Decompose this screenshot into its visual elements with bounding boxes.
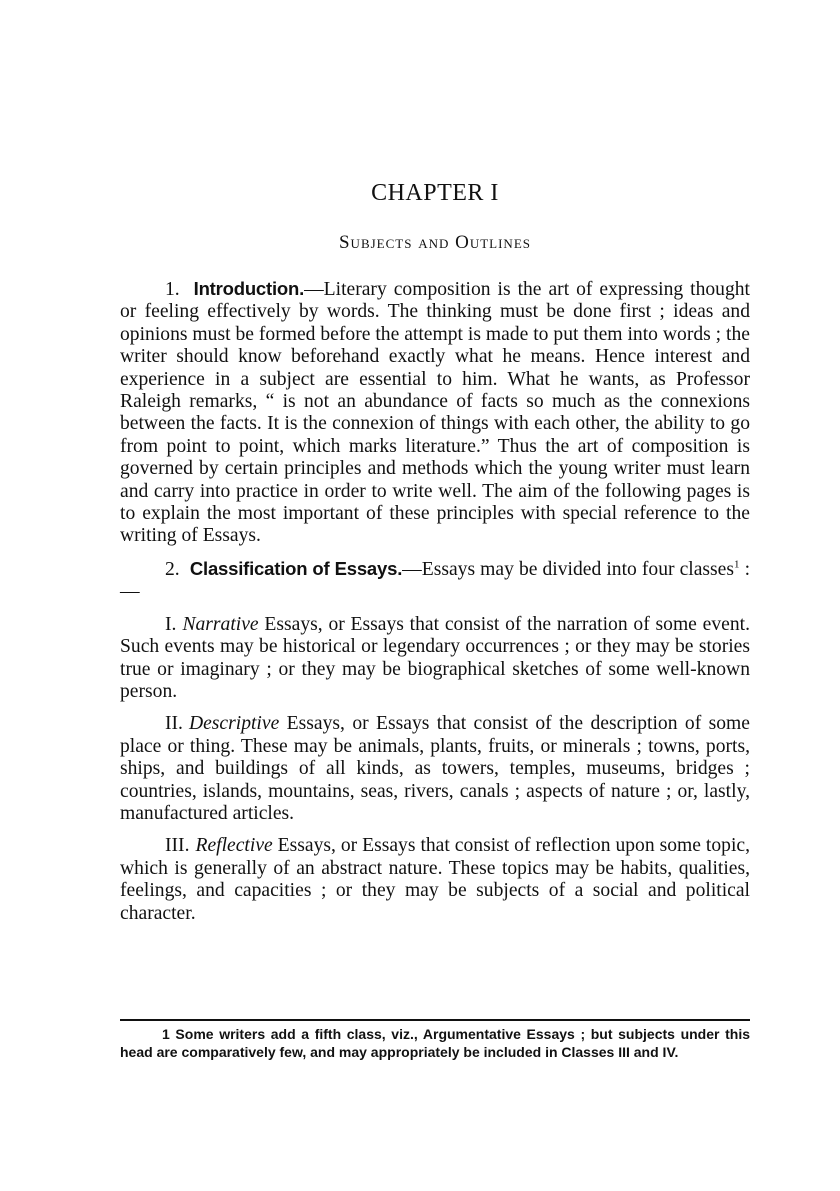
class-keyword: Narrative	[182, 613, 259, 635]
paragraph-text: Essays, or Essays that consist of the description of some place or thing. These may be animals, plants, fruits, or minerals ; towns, ports, ships, and buildings of all kinds, as towers, temples, museums, bridges ; countries, islands, mountains, seas, rivers, canals ; aspects of nature ; or, lastly, manufactured articles.	[120, 713, 750, 824]
footnote	[120, 1025, 750, 1061]
paragraph-text: Essays, or Essays that consist of reflection upon some topic, which is generally of an abstract nature. These topics may be habits, qualities, feelings, and capacities ; or they may be subjects of a social and political character.	[120, 835, 750, 924]
footnote-divider	[120, 1019, 750, 1021]
paragraph-heading: Classification of Essays.	[189, 557, 403, 579]
footnote-text: Some writers add a fifth class, viz., Argumentative Essays ; but subjects under this head are comparatively few, and may appropriately be included in Classes III and IV.	[120, 1026, 750, 1060]
paragraph-number: 1.	[165, 279, 180, 300]
paragraph-narrative	[120, 614, 750, 704]
footnote-marker: 1	[162, 1026, 170, 1042]
class-keyword: Reflective	[195, 835, 273, 857]
paragraph-number: 2.	[165, 558, 180, 580]
section-title: Subjects and Outlines	[338, 232, 531, 253]
paragraph-classification	[120, 558, 750, 604]
paragraph-text-end: :—	[120, 558, 751, 603]
paragraph-text: —Literary composition is the art of expressing thought or feeling effectively by words. The thinking must be done first ; ideas and opinions must be formed before the attempt is made to put them into words ; the writer should know beforehand exactly what he means. Hence interest and experience in a subject are essential to him. What he wants, as Professor Raleigh remarks, “ is not an abundance of facts so much as the connexions between the facts. It is the connexion of things with each other, the ability to go from point to point, which marks literature.” Thus the art of composition is governed by certain principles and methods which the young writer must learn and carry into practice in order to write well. The aim of the following pages is to explain the most important of these principles with special reference to the writing of Essays.	[120, 279, 750, 547]
paragraph-descriptive	[120, 713, 750, 825]
paragraph-reflective	[120, 835, 750, 925]
paragraph-text: Essays, or Essays that consist of the narration of some event. Such events may be historical or legendary occurrences ; or they may be stories true or imaginary ; or they may be biographical sketches of some well-known person.	[120, 613, 750, 702]
chapter-title: CHAPTER I	[371, 180, 499, 206]
class-numeral: III.	[165, 835, 190, 857]
footnote-reference[interactable]: 1	[734, 558, 740, 571]
chapter-body	[120, 278, 750, 935]
class-numeral: I.	[165, 613, 177, 635]
class-keyword: Descriptive	[188, 713, 280, 735]
class-numeral: II.	[165, 713, 183, 735]
paragraph-text: —Essays may be divided into four classes	[402, 558, 735, 580]
paragraph-introduction	[120, 278, 750, 548]
paragraph-heading: Introduction.	[193, 278, 305, 299]
